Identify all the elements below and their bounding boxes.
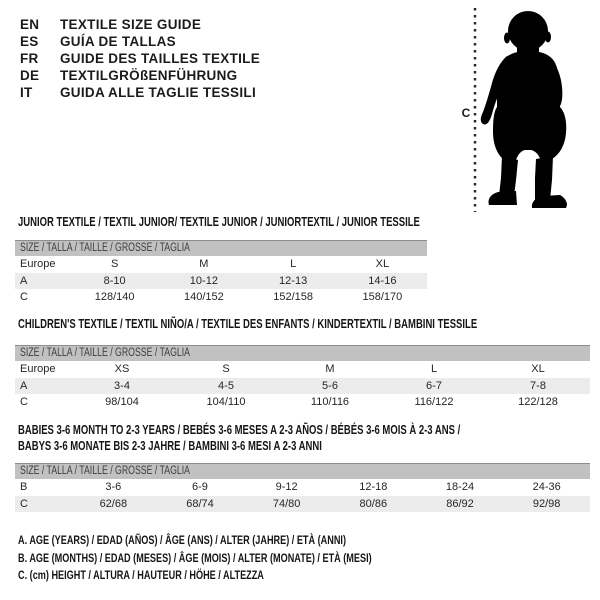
lang-label: TEXTILE SIZE GUIDE (60, 17, 202, 32)
size-cell: 4-5 (174, 378, 278, 395)
legend-line-c: C. (cm) HEIGHT / ALTURA / HAUTEUR / HÖHE / ALTEZZA (18, 568, 264, 582)
legend-line-b: B. AGE (MONTHS) / EDAD (MESES) / ÂGE (MOIS) / ALTER (MONATE) / ETÀ (MESI) (18, 550, 372, 565)
row-label: A (15, 273, 70, 290)
size-cell: 10-12 (159, 273, 248, 290)
lang-code: ES (20, 34, 39, 49)
size-cell: 74/80 (243, 496, 330, 513)
size-cell: 12-13 (249, 273, 338, 290)
size-cell: 3-4 (70, 378, 174, 395)
table-title-line: BABYS 3-6 MONATE BIS 2-3 JAHRE / BAMBINI 3-6 MESI A 2-3 ANNI (18, 439, 322, 453)
babies-textile-table (15, 463, 590, 512)
language-header (20, 16, 260, 101)
size-cell: 6-9 (192, 481, 208, 493)
size-header-text: SIZE / TALLA / TAILLE / GRÖSSE / TAGLIA (20, 347, 191, 359)
size-header-text: SIZE / TALLA / TAILLE / GRÖSSE / TAGLIA (20, 465, 191, 477)
size-cell: 18-24 (445, 481, 475, 493)
row-label: Europe (20, 258, 56, 270)
size-cell: 92/98 (503, 496, 590, 513)
size-cell: 12-18 (359, 481, 388, 493)
size-cell: 110/116 (310, 396, 350, 408)
babies-textile-title (18, 422, 600, 454)
size-cell: 62/68 (70, 496, 157, 513)
baby-silhouette (481, 11, 567, 208)
size-cell: 14-16 (338, 273, 427, 290)
row-label: C (20, 291, 28, 303)
size-cell: L (290, 258, 297, 270)
size-header-bar (15, 345, 590, 361)
row-label: B (20, 481, 28, 493)
legend (18, 532, 483, 585)
size-cell: 8-10 (70, 273, 159, 290)
size-cell: M (325, 363, 335, 375)
size-header-bar (15, 463, 590, 479)
size-cell: S (110, 258, 119, 270)
size-cell: XL (531, 363, 545, 375)
lang-row-it (20, 84, 260, 101)
size-cell: 128/140 (94, 291, 135, 303)
lang-label: GUIDE DES TAILLES TEXTILE (60, 51, 261, 66)
lang-row-es (20, 33, 260, 50)
legend-line-a: A. AGE (YEARS) / EDAD (AÑOS) / ÂGE (ANS) / ALTER (JAHRE) / ETÀ (ANNI) (18, 533, 346, 547)
size-header-text: SIZE / TALLA / TAILLE / GRÖSSE / TAGLIA (20, 242, 191, 254)
lang-label: GUIDA ALLE TAGLIE TESSILI (60, 85, 256, 100)
row-label: Europe (20, 363, 56, 375)
size-cell: S (222, 363, 230, 375)
childrens-textile-title (18, 316, 600, 332)
lang-code: EN (20, 17, 40, 32)
size-cell: 5-6 (278, 378, 382, 395)
lang-code: FR (20, 51, 39, 66)
size-cell: 6-7 (382, 378, 486, 395)
size-cell: 9-12 (275, 481, 298, 493)
size-cell: 7-8 (486, 378, 590, 395)
size-cell: 122/128 (518, 396, 558, 408)
lang-label: GUÍA DE TALLAS (60, 34, 176, 49)
size-cell: 68/74 (157, 496, 244, 513)
lang-label: TEXTILGRÖßENFÜHRUNG (60, 68, 238, 83)
row-label: C (20, 396, 28, 408)
size-cell: 116/122 (414, 396, 454, 408)
junior-textile-title (18, 214, 547, 230)
size-cell: L (430, 363, 438, 375)
lang-code: IT (20, 85, 33, 100)
lang-row-de (20, 67, 260, 84)
lang-row-en (20, 16, 260, 33)
size-cell: 80/86 (330, 496, 417, 513)
size-cell: 98/104 (105, 396, 139, 408)
size-cell: 158/170 (362, 291, 403, 303)
junior-textile-table (15, 240, 427, 306)
height-measure-label: C (461, 106, 471, 120)
lang-code: DE (20, 68, 40, 83)
row-label: A (15, 378, 70, 395)
table-title-line: JUNIOR TEXTILE / TEXTIL JUNIOR/ TEXTILE JUNIOR / JUNIORTEXTIL / JUNIOR TESSILE (18, 215, 420, 229)
childrens-textile-table (15, 345, 590, 411)
size-cell: M (199, 258, 209, 270)
size-cell: 86/92 (417, 496, 504, 513)
size-cell: 24-36 (532, 481, 561, 493)
size-cell: XL (375, 258, 390, 270)
row-label: C (15, 496, 70, 513)
size-cell: 104/110 (206, 396, 246, 408)
size-cell: 140/152 (183, 291, 224, 303)
size-cell: 152/158 (273, 291, 313, 303)
size-cell: 3-6 (105, 481, 122, 493)
table-title-line: CHILDREN'S TEXTILE / TEXTIL NIÑO/A / TEXTILE DES ENFANTS / KINDERTEXTIL / BAMBINI TESSILE (18, 317, 478, 331)
size-header-bar (15, 240, 427, 256)
lang-row-fr (20, 50, 260, 67)
table-title-line: BABIES 3-6 MONTH TO 2-3 YEARS / BEBÉS 3-6 MESES A 2-3 AÑOS / BÉBÉS 3-6 MOIS À 2-3 ANS / (18, 423, 461, 437)
size-cell: XS (114, 363, 130, 375)
